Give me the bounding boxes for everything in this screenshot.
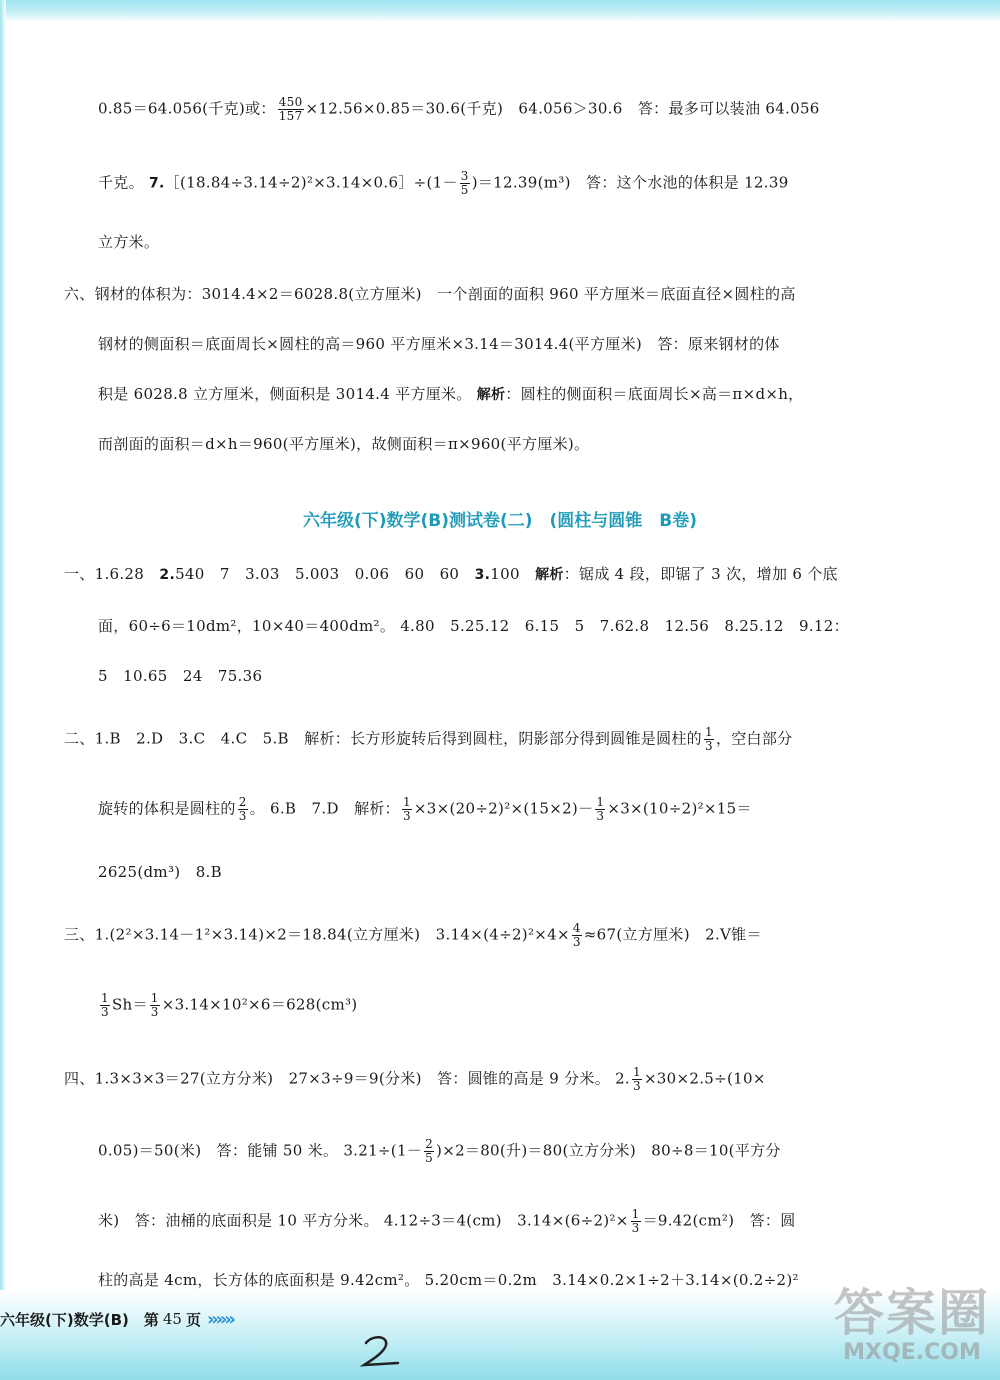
fraction-1-3: $\frac{1}{3}$ <box>633 1066 641 1093</box>
section-3-line-2: $\frac{1}{3}$ Sh＝ $\frac{1}{3}$ ×3.14×10²×6＝628(cm³) <box>101 992 358 1019</box>
fraction-450-157: $\frac{450}{157}$ <box>278 96 303 123</box>
section-1-line-3: 5 10.65 24 75.36 <box>98 667 263 685</box>
fraction-3-5: $\frac{3}{5}$ <box>460 170 469 197</box>
fraction-4-3: $\frac{4}{3}$ <box>572 922 581 949</box>
fraction-1-3: $\frac{1}{3}$ <box>150 992 159 1019</box>
fraction-1-3: $\frac{1}{3}$ <box>631 1208 640 1235</box>
fraction-1-3: $\frac{1}{3}$ <box>705 726 713 753</box>
answer-line-6: 积是 6028.8 立方厘米，侧面积是 3014.4 平方厘米。 解析：圆柱的侧面积＝底面周长×高＝π×d×h， <box>98 385 804 403</box>
section-4-line-3: 米) 答：油桶的底面积是 10 平方分米。 4.12÷3＝4(cm) 3.14×(6÷2)²× $\frac{1}{3}$ ＝9.42(cm²) 答：圆 <box>98 1208 796 1235</box>
answer-line-4: 六、钢材的体积为：3014.4×2＝6028.8(立方厘米) 一个剖面的面积 960 平方厘米＝底面直径×圆柱的高 <box>64 285 796 303</box>
section-4-line-2: 0.05)＝50(米) 答：能铺 50 米。 3.21÷(1－ $\frac{2}{5}$ )×2＝80(升)＝80(立方分米) 80÷8＝10(平方分 <box>98 1138 781 1165</box>
section-1-line-1: 一、1.6.28 2.540 7 3.03 5.003 0.06 60 60 3.100 解析：锯成 4 段，即锯了 3 次，增加 6 个底 <box>64 565 838 583</box>
answer-line-7: 而剖面的面积＝d×h＝960(平方厘米)，故侧面积＝π×960(平方厘米)。 <box>98 435 590 453</box>
page-number: 45 <box>162 1310 182 1328</box>
page-footer <box>0 1305 233 1333</box>
fraction-2-3: $\frac{2}{3}$ <box>238 796 247 823</box>
fraction-1-3: $\frac{1}{3}$ <box>596 796 605 823</box>
section-1-line-2: 面，60÷6＝10dm²，10×40＝400dm²。 4.80 5.25.12 6.15 5 7.62.8 12.56 8.25.12 9.12： <box>98 617 849 635</box>
section-title: 六年级(下)数学(B)测试卷(二) (圆柱与圆锥 B卷) <box>302 511 698 531</box>
answer-line-1: 0.85＝64.056(千克)或： $\frac{450}{157}$ ×12.56×0.85＝30.6(千克) 64.056＞30.6 答：最多可以装油 64.056 <box>98 96 820 123</box>
fraction-1-3: $\frac{1}{3}$ <box>402 796 411 823</box>
footer-label: 六年级(下)数学(B) 第 <box>0 1310 159 1329</box>
watermark-url: MXQE.COM <box>843 1340 981 1365</box>
watermark-logo: 答案圈 <box>834 1284 990 1342</box>
section-2-line-2: 旋转的体积是圆柱的 $\frac{2}{3}$ 。 6.B 7.D 解析： $\frac{1}{3}$ ×3×(20÷2)²×(15×2)－ $\frac{1}{3}$ ×3×(10÷2)²×15＝ <box>98 796 752 823</box>
fraction-2-5: $\frac{2}{5}$ <box>425 1138 434 1165</box>
answer-line-5: 钢材的侧面积＝底面周长×圆柱的高＝960 平方厘米×3.14＝3014.4(平方厘米) 答：原来钢材的体 <box>98 335 780 353</box>
handwritten-mark-icon <box>358 1333 408 1369</box>
footer-suffix: 页 <box>185 1310 201 1329</box>
arrow-icon: »»» <box>206 1308 233 1330</box>
section-4-line-1: 四、1.3×3×3＝27(立方分米) 27×3÷9＝9(分米) 答：圆锥的高是 9 分米。 2. $\frac{1}{3}$ ×30×2.5÷(10× <box>64 1066 766 1093</box>
section-3-line-1: 三、1.(2²×3.14－1²×3.14)×2＝18.84(立方厘米) 3.14×(4÷2)²×4× $\frac{4}{3}$ ≈67(立方厘米) 2.V锥＝ <box>64 922 762 949</box>
watermark <box>834 1285 990 1365</box>
section-2-line-1: 二、1.B 2.D 3.C 4.C 5.B 解析：长方形旋转后得到圆柱，阴影部分得到圆锥是圆柱的 $\frac{1}{3}$ ，空白部分 <box>64 726 793 753</box>
fraction-1-3: $\frac{1}{3}$ <box>101 992 109 1019</box>
top-decoration-band <box>0 0 1000 22</box>
answer-line-3: 立方米。 <box>98 233 160 251</box>
section-4-line-4: 柱的高是 4cm，长方体的底面积是 9.42cm²。 5.20cm＝0.2m 3.14×0.2×1÷2＋3.14×(0.2÷2)² <box>98 1271 799 1289</box>
section-2-line-3: 2625(dm³) 8.B <box>98 863 222 881</box>
answer-line-2: 千克。 7.［(18.84÷3.14÷2)²×3.14×0.6］÷(1－ $\frac{3}{5}$ )＝12.39(m³) 答：这个水池的体积是 12.39 <box>98 170 789 197</box>
left-edge-decoration <box>0 0 6 1380</box>
